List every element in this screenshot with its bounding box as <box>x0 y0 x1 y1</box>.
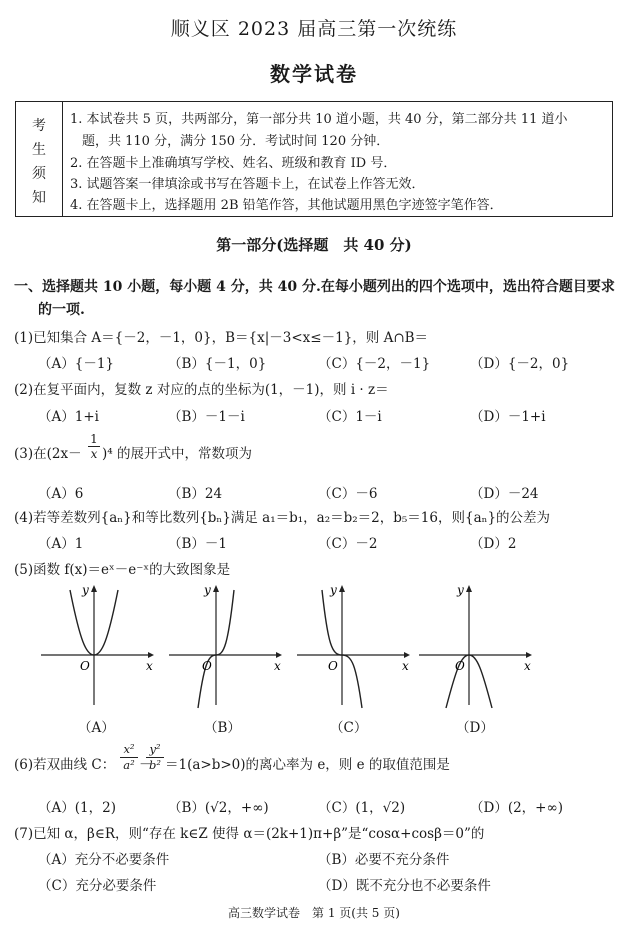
graph-c-label: （C） <box>330 720 368 736</box>
y-axis-arrow <box>466 585 472 592</box>
question-7-option-b: （B）必要不充分条件 <box>318 852 450 868</box>
x-axis-label: x <box>146 659 153 673</box>
question-3-stem-pre: (3)在(2x－ <box>14 446 82 462</box>
y-axis-label: y <box>204 583 211 597</box>
exam-subtitle: 数学试卷 <box>270 62 358 86</box>
graph-d <box>414 580 534 710</box>
question-6-option-c: （C）(1，√2) <box>318 800 406 816</box>
graph-c <box>292 580 412 710</box>
question-6-stem-post: ＝1(a>b>0)的离心率为 e，则 e 的取值范围是 <box>165 757 450 773</box>
question-1-option-a: （A）{－1} <box>38 356 115 372</box>
y-axis-label: y <box>457 583 464 597</box>
question-6-fraction-y <box>146 742 164 773</box>
question-4-option-c: （C）－2 <box>318 536 378 552</box>
origin-label: O <box>455 659 465 673</box>
graph-b-label: （B） <box>204 720 241 736</box>
exam-notice-box <box>15 101 613 217</box>
question-6-stem-pre: (6)若双曲线 C： <box>14 757 116 773</box>
y-axis-label: y <box>82 583 89 597</box>
origin-label: O <box>202 659 212 673</box>
notice-heading-char: 须 <box>32 166 46 182</box>
question-5-stem: (5)函数 f(x)＝eˣ－e⁻ˣ的大致图象是 <box>14 562 231 578</box>
x-axis-arrow <box>404 652 410 658</box>
fraction-numerator: y² <box>146 742 164 758</box>
question-3-option-a: （A）6 <box>38 486 84 502</box>
exam-title: 顺义区 2023 届高三第一次统练 <box>170 18 458 40</box>
question-7-option-a: （A）充分不必要条件 <box>38 852 170 868</box>
question-3-option-b: （B）24 <box>168 486 223 502</box>
notice-heading-char: 生 <box>32 142 46 158</box>
question-3-option-d: （D）－24 <box>470 486 539 502</box>
section-instruction-cont: 的一项. <box>38 302 85 318</box>
x-axis-arrow <box>526 652 532 658</box>
fraction-denominator: x <box>90 447 98 461</box>
question-7-option-d: （D）既不充分也不必要条件 <box>318 878 491 894</box>
y-axis-arrow <box>339 585 345 592</box>
graph-a <box>36 580 156 710</box>
notice-heading-char: 知 <box>32 190 46 206</box>
graph-a-label: （A） <box>78 720 115 736</box>
question-2-option-a: （A）1+i <box>38 409 99 425</box>
fraction-denominator: a² <box>123 758 135 772</box>
question-2-stem: (2)在复平面内，复数 z 对应的点的坐标为(1，－1)，则 i · z＝ <box>14 382 389 398</box>
origin-label: O <box>328 659 338 673</box>
question-1-option-d: （D）{－2，0} <box>470 356 570 372</box>
page-footer: 高三数学试卷 第 1 页(共 5 页) <box>228 906 400 920</box>
question-1-option-c: （C）{－2，－1} <box>318 356 431 372</box>
graph-d-label: （D） <box>456 720 494 736</box>
y-axis-label: y <box>330 583 337 597</box>
notice-heading-char: 考 <box>32 118 46 134</box>
y-axis-arrow <box>213 585 219 592</box>
question-1-stem: (1)已知集合 A＝{－2，－1，0}，B＝{x|－3<x≤－1}，则 A∩B＝ <box>14 330 429 346</box>
question-4-stem: (4)若等差数列{aₙ}和等比数列{bₙ}满足 a₁＝b₁，a₂＝b₂＝2，b₅＝16，则{aₙ}的公差为 <box>14 510 551 526</box>
question-6-option-a: （A）(1，2) <box>38 800 116 816</box>
fraction-denominator: b² <box>149 758 161 772</box>
question-6-option-d: （D）(2，+∞) <box>470 800 564 816</box>
question-7-option-c: （C）充分必要条件 <box>38 878 157 894</box>
graph-b <box>164 580 284 710</box>
x-axis-label: x <box>524 659 531 673</box>
question-4-option-d: （D）2 <box>470 536 517 552</box>
x-axis-arrow <box>276 652 282 658</box>
question-6-option-b: （B）(√2，+∞) <box>168 800 269 816</box>
question-1-option-b: （B）{－1，0} <box>168 356 267 372</box>
fraction-numerator: 1 <box>88 432 100 447</box>
notice-line: 4. 在答题卡上，选择题用 2B 铅笔作答，其他试题用黑色字迹签字笔作答． <box>70 198 503 213</box>
x-axis-label: x <box>274 659 281 673</box>
notice-line: 题，共 110 分，满分 150 分．考试时间 120 分钟． <box>82 134 390 149</box>
question-4-option-a: （A）1 <box>38 536 84 552</box>
section-instruction: 一、选择题共 10 小题，每小题 4 分，共 40 分.在每小题列出的四个选项中，选出符合题目要求 <box>14 279 615 295</box>
question-7-stem: (7)已知 α，β∈R，则“存在 k∈Z 使得 α＝(2k+1)π+β”是“cosα+cosβ＝0”的 <box>14 826 485 842</box>
question-3-stem-post: )⁴ 的展开式中，常数项为 <box>102 446 252 462</box>
notice-line: 3. 试题答案一律填涂或书写在答题卡上，在试卷上作答无效． <box>70 177 425 192</box>
y-axis-arrow <box>91 585 97 592</box>
x-axis-arrow <box>148 652 154 658</box>
fraction-numerator: x² <box>120 742 138 758</box>
question-2-option-c: （C）1－i <box>318 409 382 425</box>
question-3-option-c: （C）－6 <box>318 486 378 502</box>
notice-line: 2. 在答题卡上准确填写学校、姓名、班级和教育 ID 号． <box>70 156 397 171</box>
notice-heading <box>16 102 63 216</box>
question-6-fraction-x <box>120 742 138 773</box>
question-3-fraction <box>88 432 100 461</box>
x-axis-label: x <box>402 659 409 673</box>
question-4-option-b: （B）－1 <box>168 536 228 552</box>
question-6-minus: － <box>139 757 153 773</box>
question-2-option-b: （B）－1－i <box>168 409 245 425</box>
question-2-option-d: （D）－1+i <box>470 409 546 425</box>
origin-label: O <box>80 659 90 673</box>
section-title: 第一部分(选择题 共 40 分) <box>216 236 412 254</box>
notice-line: 1. 本试卷共 5 页，共两部分，第一部分共 10 道小题，共 40 分，第二部分共 11 道小 <box>70 112 568 127</box>
